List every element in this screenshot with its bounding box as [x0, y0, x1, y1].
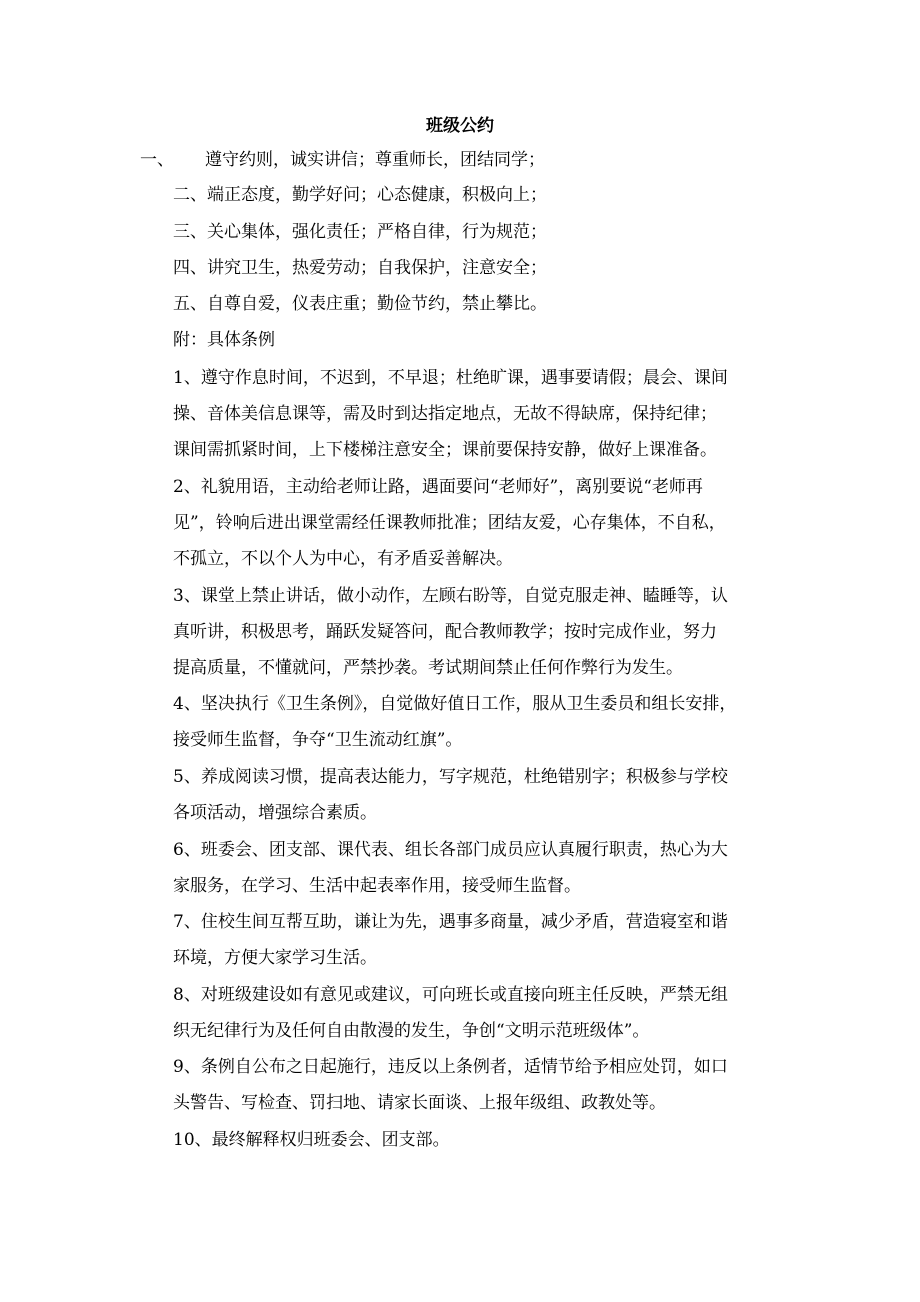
rule-line: 家服务，在学习、生活中起表率作用，接受师生监督。: [173, 876, 581, 896]
rule-line: 5、养成阅读习惯，提高表达能力，写字规范，杜绝错别字；积极参与学校: [173, 767, 728, 787]
rule-line: 4、坚决执行《卫生条例》，自觉做好值日工作，服从卫生委员和组长安排，: [173, 694, 737, 714]
rule-line: 织无纪律行为及任何自由散漫的发生，争创“文明示范班级体”。: [173, 1021, 650, 1041]
principle-4: 四、讲究卫生，热爱劳动；自我保护，注意安全；: [173, 258, 547, 278]
rule-line: 9、条例自公布之日起施行，违反以上条例者，适情节给予相应处罚，如口: [173, 1057, 728, 1077]
rule-line: 环境，方便大家学习生活。: [173, 948, 377, 968]
principle-2: 二、端正态度，勤学好问；心态健康，积极向上；: [173, 185, 547, 205]
rule-line: 课间需抓紧时间，上下楼梯注意安全；课前要保持安静，做好上课准备。: [173, 440, 717, 460]
rule-line: 接受师生监督，争夺“卫生流动红旗”。: [173, 730, 463, 750]
rule-line: 见”，铃响后进出课堂需经任课教师批准；团结友爱，心存集体，不自私，: [173, 513, 726, 533]
rule-line: 10、最终解释权归班委会、团支部。: [173, 1130, 450, 1150]
rule-line: 提高质量，不懂就问，严禁抄袭。考试期间禁止任何作弊行为发生。: [173, 658, 683, 678]
document-title: 班级公约: [426, 116, 494, 136]
rule-line: 不孤立，不以个人为中心，有矛盾妥善解决。: [173, 549, 513, 569]
rule-line: 1、遵守作息时间，不迟到，不早退；杜绝旷课，遇事要请假；晨会、课间: [173, 368, 728, 388]
principle-1-text: 遵守约则，诚实讲信；尊重师长，团结同学；: [205, 150, 545, 170]
rule-line: 6、班委会、团支部、课代表、组长各部门成员应认真履行职责，热心为大: [173, 840, 728, 860]
appendix-heading: 附：具体条例: [173, 330, 275, 350]
principle-1-number: 一、: [140, 150, 174, 170]
rule-line: 3、课堂上禁止讲话，做小动作，左顾右盼等，自觉克服走神、瞌睡等，认: [173, 586, 728, 606]
principle-5: 五、自尊自爱，仪表庄重；勤俭节约，禁止攀比。: [173, 294, 547, 314]
rule-line: 真听讲，积极思考，踊跃发疑答问，配合教师教学；按时完成作业，努力: [173, 622, 717, 642]
principle-3: 三、关心集体，强化责任；严格自律，行为规范；: [173, 222, 547, 242]
rule-line: 操、音体美信息课等，需及时到达指定地点，无故不得缺席，保持纪律；: [173, 404, 717, 424]
rule-line: 2、礼貌用语，主动给老师让路，遇面要问“老师好”，离别要说“老师再: [173, 477, 703, 497]
rule-line: 8、对班级建设如有意见或建议，可向班长或直接向班主任反映，严禁无组: [173, 985, 728, 1005]
rule-line: 各项活动，增强综合素质。: [173, 803, 377, 823]
rule-line: 头警告、写检查、罚扫地、请家长面谈、上报年级组、政教处等。: [173, 1093, 666, 1113]
rule-line: 7、住校生间互帮互助，谦让为先，遇事多商量，减少矛盾，营造寝室和谐: [173, 912, 728, 932]
